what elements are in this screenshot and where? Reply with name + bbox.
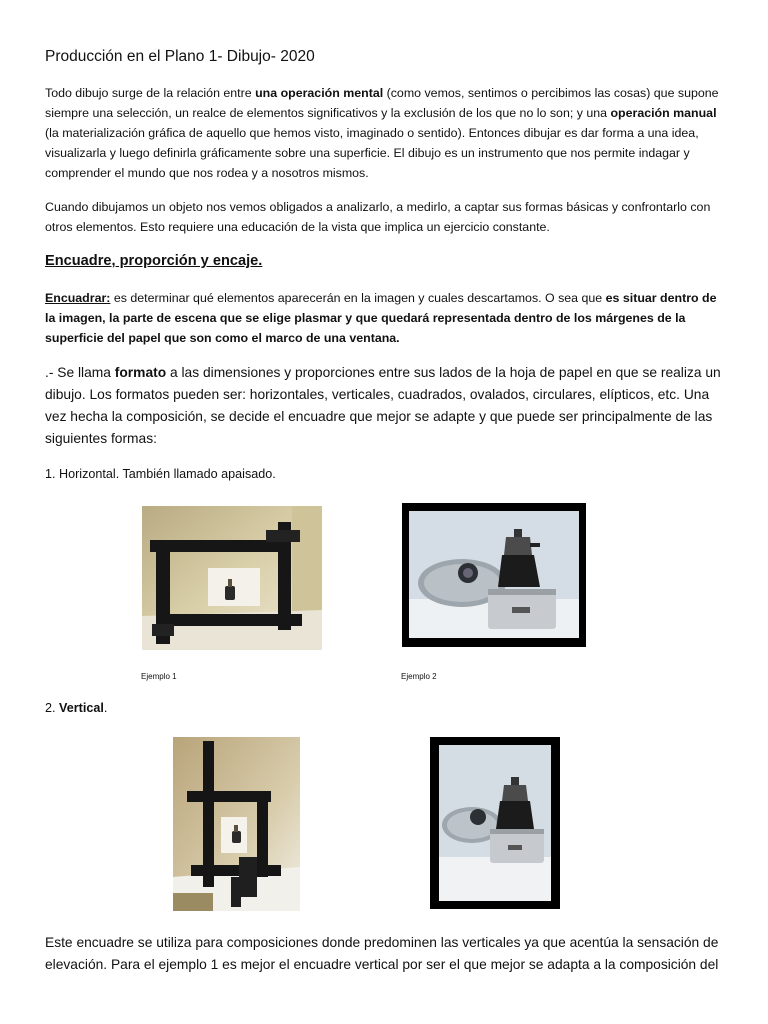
- page-title: Producción en el Plano 1- Dibujo- 2020: [45, 48, 315, 65]
- formato-paragraph: .- Se llama formato a las dimensiones y proporciones entre sus lados de la hoja de papel en que se realiza un dibujo. Los formatos pueden ser: horizontales, verticales, cuadrados, ovalados, circulares, elípticos, etc. Una vez hecha la composición, se decide el encuadre que mejor se adapte y que puede ser principalmente de las siguientes formas:: [45, 365, 721, 446]
- encuadrar-definition: Encuadrar: es determinar qué elementos aparecerán en la imagen y cuales descartamos. O sea que es situar dentro de la imagen, la parte de escena que se elige plasmar y que quedará representada dentro de los márgenes de la superficie del papel que son como el marco de una ventana.: [45, 291, 717, 345]
- list-item-horizontal: 1. Horizontal. También llamado apaisado.: [45, 467, 276, 481]
- drawing-analysis-paragraph: Cuando dibujamos un objeto nos vemos obligados a analizarlo, a medirlo, a captar sus formas básicas y confrontarlo con otros elementos. Esto requiere una educación de la vista que implica un ejercicio constante.: [45, 200, 711, 234]
- list-item-vertical: 2. Vertical.: [45, 701, 108, 715]
- example-1-caption: Ejemplo 1: [141, 672, 177, 681]
- example-2-caption: Ejemplo 2: [401, 672, 437, 681]
- section-heading: Encuadre, proporción y encaje.: [45, 253, 263, 269]
- horizontal-frame-photo: [142, 506, 322, 650]
- horizontal-still-life-photo: [402, 503, 586, 647]
- vertical-still-life-photo: [430, 737, 560, 909]
- vertical-explanation-paragraph: Este encuadre se utiliza para composiciones donde predominen las verticales ya que acentúa la sensación de elevación. Para el ejemplo 1 es mejor el encuadre vertical por ser el que mejor se adapta a la composición del: [45, 935, 719, 972]
- vertical-frame-photo: [173, 737, 300, 911]
- intro-paragraph: Todo dibujo surge de la relación entre una operación mental (como vemos, sentimos o percibimos las cosas) que supone siempre una selección, un realce de elementos significativos y la exclusión de los que no lo son; y una operación manual (la materialización gráfica de aquello que hemos visto, imaginado o sentido). Entonces dibujar es dar forma a una idea, visualizarla y luego definirla gráficamente sobre una superficie. El dibujo es un instrumento que nos permite indagar y comprender el mundo que nos rodea y a nosotros mismos.: [45, 86, 719, 180]
